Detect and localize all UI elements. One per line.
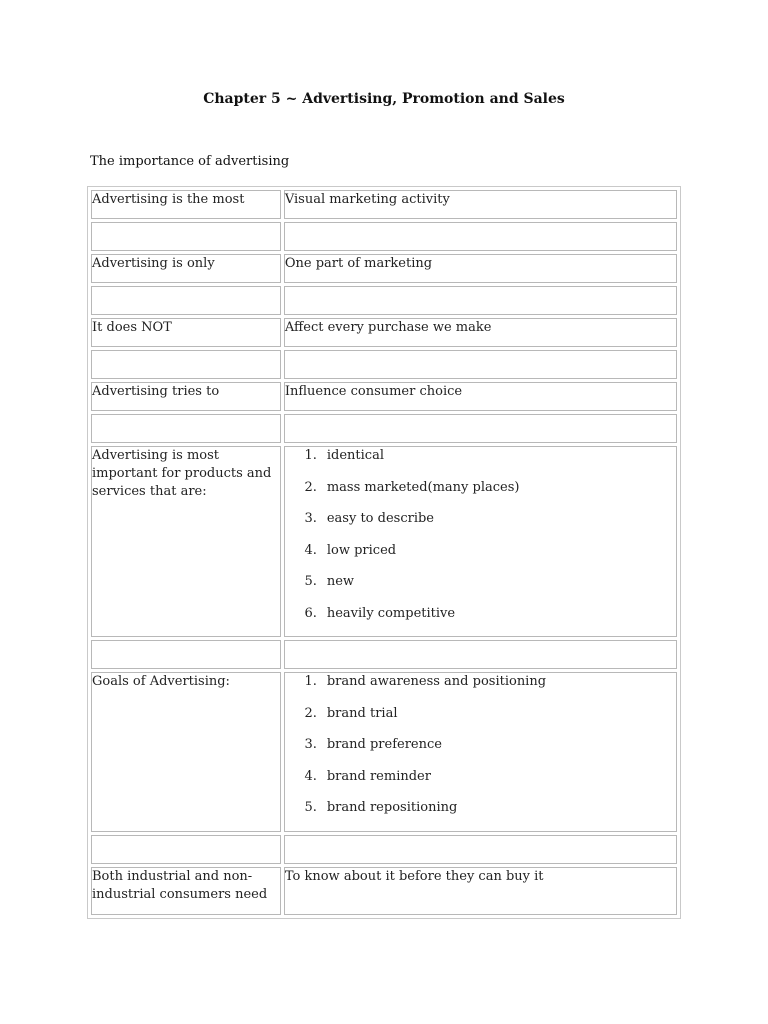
row-list	[285, 673, 676, 831]
table-row	[91, 222, 677, 251]
list-item-number: 5.	[304, 800, 317, 815]
list-item-number: 4.	[304, 768, 317, 784]
list-item	[285, 573, 676, 605]
list-item-number: 5.	[304, 574, 317, 589]
table-row	[91, 414, 677, 443]
list-item-number: 3.	[304, 511, 317, 526]
list-item-number: 2.	[304, 479, 317, 495]
list-item	[285, 479, 676, 511]
table-row	[91, 672, 677, 832]
list-item	[285, 705, 676, 737]
row-right-cell: Affect every purchase we make	[284, 318, 677, 347]
row-right-cell: To know about it before they can buy it	[284, 867, 677, 915]
row-right-cell	[284, 414, 677, 443]
list-item-text: brand trial	[326, 705, 398, 721]
row-left-cell: Goals of Advertising:	[91, 672, 281, 832]
list-item-text: brand awareness and positioning	[326, 674, 547, 689]
list-item-number: 1.	[304, 674, 317, 689]
table-row	[91, 190, 677, 219]
table-row	[91, 350, 677, 379]
row-right-cell	[284, 835, 677, 864]
row-left-cell	[91, 640, 281, 669]
row-left-cell	[91, 286, 281, 315]
list-item-text: new	[326, 574, 355, 589]
list-item	[285, 736, 676, 768]
list-item	[285, 799, 676, 831]
list-item-number: 6.	[304, 605, 317, 621]
table-row	[91, 835, 677, 864]
list-item-number: 3.	[304, 737, 317, 752]
list-item-text: heavily competitive	[326, 605, 456, 621]
table-row	[91, 286, 677, 315]
row-right-cell	[284, 286, 677, 315]
list-item	[285, 542, 676, 574]
row-left-cell: Advertising tries to	[91, 382, 281, 411]
table-row	[91, 254, 677, 283]
row-left-cell	[91, 350, 281, 379]
row-left-cell: Advertising is only	[91, 254, 281, 283]
table-row	[91, 446, 677, 637]
list-item-text: brand repositioning	[326, 800, 458, 815]
list-item-number: 2.	[304, 705, 317, 721]
document-title: Chapter 5 ~ Advertising, Promotion and Sales	[203, 91, 565, 107]
row-left-cell: Advertising is most important for products and services that are:	[91, 446, 281, 637]
row-left-cell: Both industrial and non-industrial consumers need	[91, 867, 281, 915]
row-left-cell	[91, 414, 281, 443]
table-row	[91, 640, 677, 669]
list-item-number: 1.	[304, 448, 317, 463]
table-row	[91, 867, 677, 915]
row-right-cell	[284, 672, 677, 832]
row-left-cell: Advertising is the most	[91, 190, 281, 219]
row-left-cell	[91, 222, 281, 251]
list-item-text: low priced	[326, 542, 397, 558]
table-row	[91, 318, 677, 347]
list-item	[285, 605, 676, 637]
list-item-text: brand reminder	[326, 768, 431, 784]
row-list	[285, 447, 676, 636]
list-item	[285, 768, 676, 800]
row-right-cell: Influence consumer choice	[284, 382, 677, 411]
row-right-cell	[284, 350, 677, 379]
row-right-cell: One part of marketing	[284, 254, 677, 283]
list-item-text: mass marketed(many places)	[326, 479, 520, 495]
table-row	[91, 382, 677, 411]
row-left-cell: It does NOT	[91, 318, 281, 347]
list-item	[285, 447, 676, 479]
list-item-text: easy to describe	[326, 511, 434, 526]
table-body	[91, 190, 677, 915]
list-item	[285, 510, 676, 542]
row-right-cell	[284, 640, 677, 669]
advertising-table	[87, 186, 681, 919]
row-right-cell	[284, 446, 677, 637]
row-left-cell	[91, 835, 281, 864]
list-item-text: identical	[326, 448, 384, 463]
section-title: The importance of advertising	[90, 154, 290, 169]
list-item	[285, 673, 676, 705]
row-right-cell: Visual marketing activity	[284, 190, 677, 219]
row-right-cell	[284, 222, 677, 251]
list-item-text: brand preference	[326, 737, 442, 752]
list-item-number: 4.	[304, 542, 317, 558]
